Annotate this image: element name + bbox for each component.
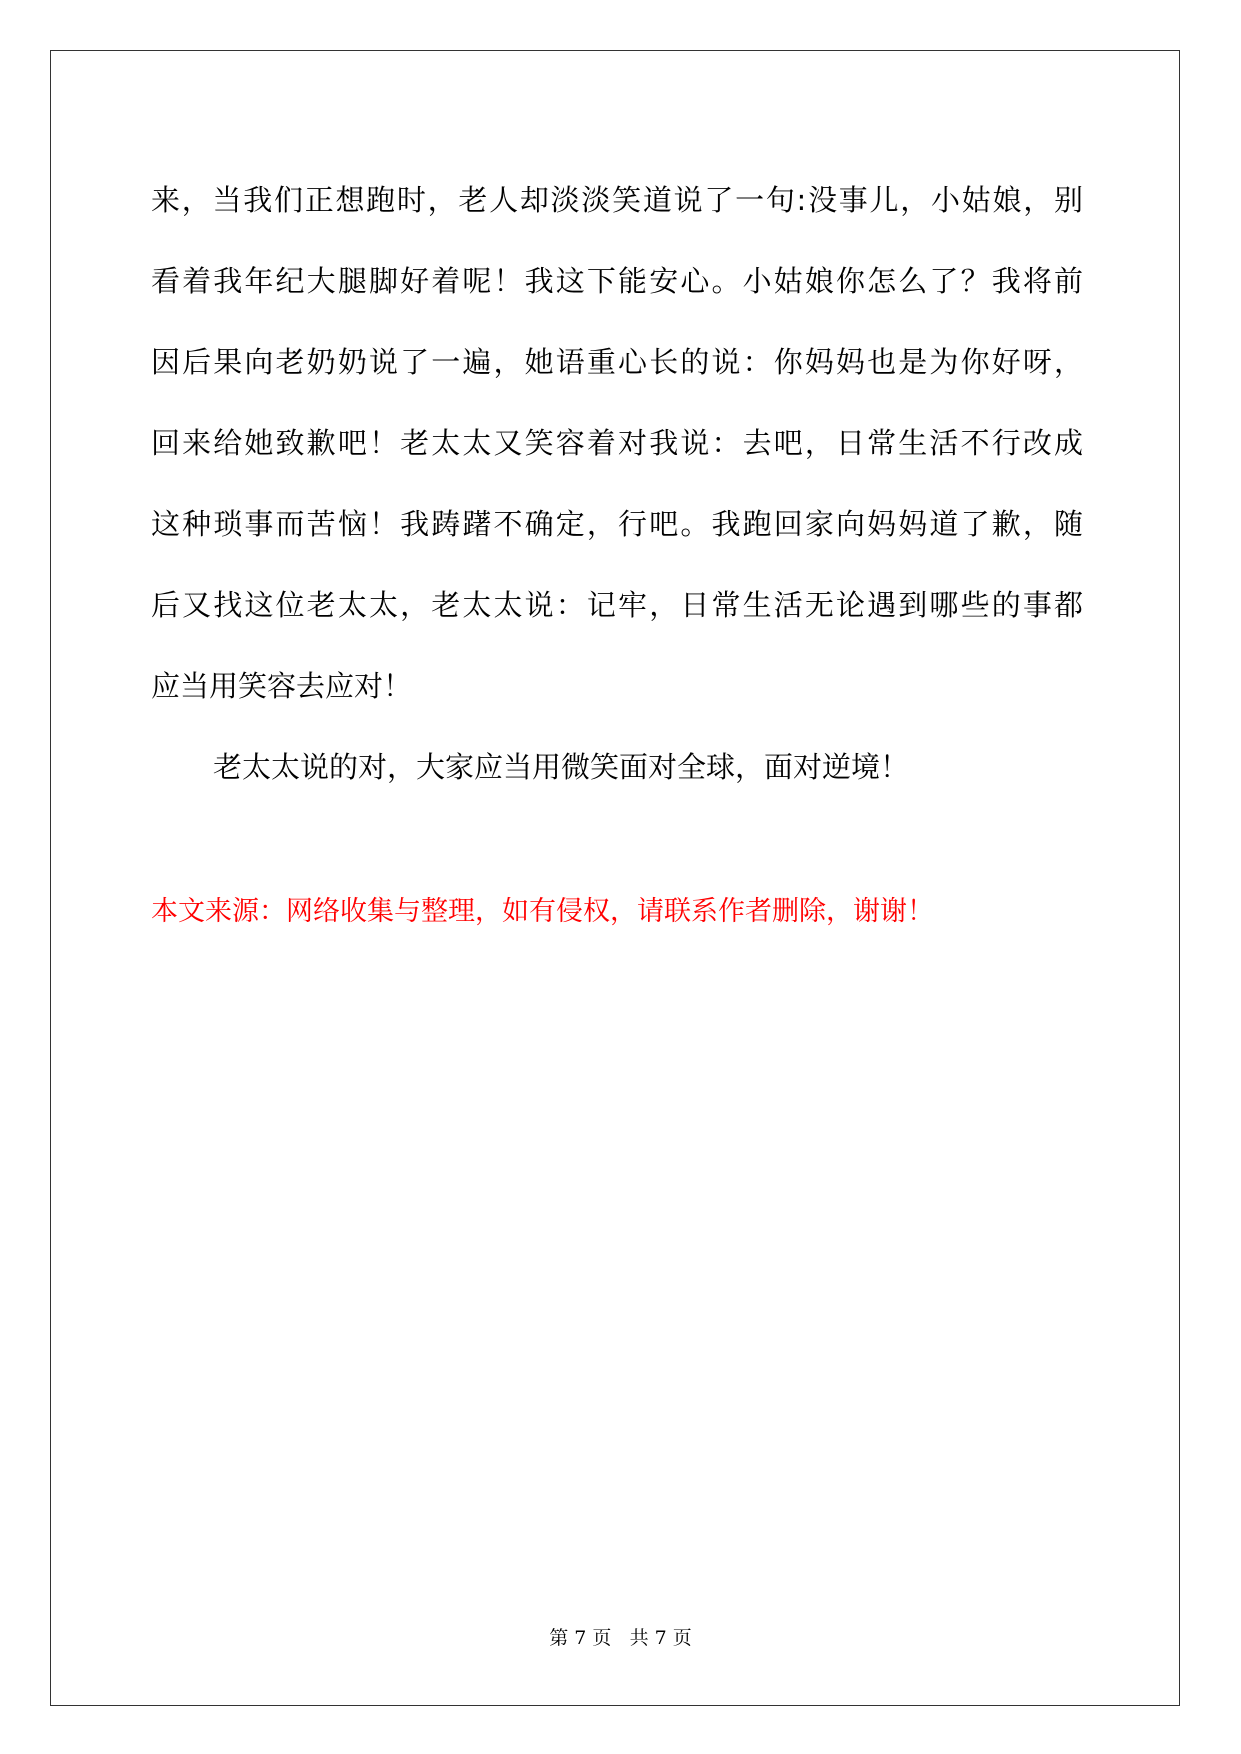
paragraph-1-line-5: 这种琐事而苦恼！我踌躇不确定，行吧。我跑回家向妈妈道了歉，随 xyxy=(151,507,1083,541)
paragraph-1 xyxy=(151,160,1091,727)
paragraph-1-line-6: 后又找这位老太太，老太太说：记牢，日常生活无论遇到哪些的事都 xyxy=(151,588,1083,622)
source-note: 本文来源：网络收集与整理，如有侵权，请联系作者删除，谢谢！ xyxy=(151,896,934,927)
paragraph-1-line-7: 应当用笑容去应对！ xyxy=(151,669,413,703)
paragraph-2 xyxy=(151,727,1091,808)
page-number-total: 共 7 页 xyxy=(629,1627,692,1649)
page-footer xyxy=(0,1625,1241,1651)
paragraph-1-line-4: 回来给她致歉吧！老太太又笑容着对我说：去吧，日常生活不行改成 xyxy=(151,426,1083,460)
footer-spacer xyxy=(611,1627,629,1649)
document-body xyxy=(151,160,1091,808)
paragraph-1-line-2: 看着我年纪大腿脚好着呢！我这下能安心。小姑娘你怎么了？我将前 xyxy=(151,264,1083,298)
paragraph-1-line-3: 因后果向老奶奶说了一遍，她语重心长的说：你妈妈也是为你好呀， xyxy=(151,345,1083,379)
paragraph-2-text: 老太太说的对，大家应当用微笑面对全球，面对逆境！ xyxy=(213,750,910,784)
page-number-current: 第 7 页 xyxy=(549,1627,612,1649)
paragraph-1-line-1: 来，当我们正想跑时，老人却淡淡笑道说了一句:没事儿，小姑娘，别 xyxy=(151,183,1083,217)
